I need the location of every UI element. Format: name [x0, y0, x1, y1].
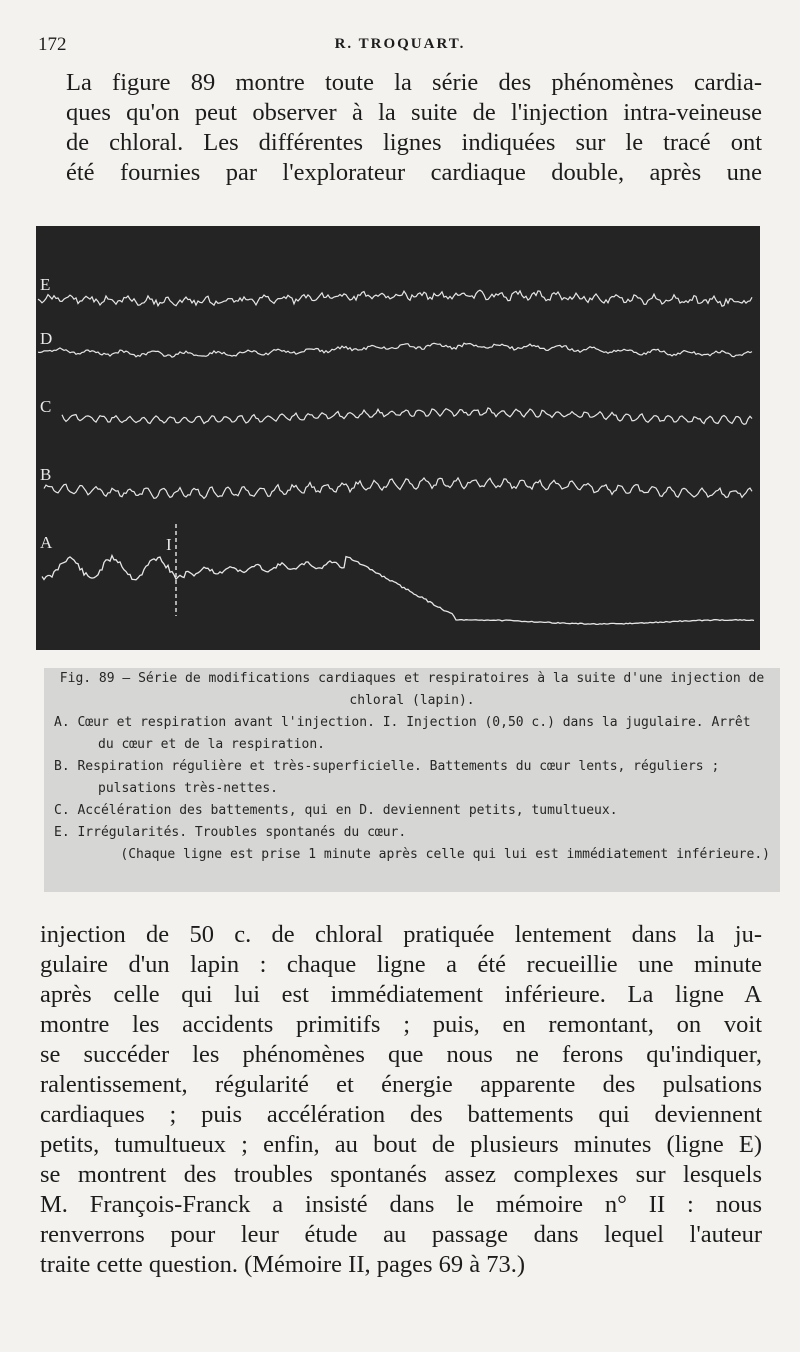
caption-item-b: B. Respiration régulière et très-superficielle. Battements du cœur lents, réguliers ; pulsations très-nettes.	[54, 759, 720, 796]
caption-note: (Chaque ligne est prise 1 minute après celle qui lui est immédiatement inférieure.)	[120, 847, 770, 862]
tracing-plate	[36, 226, 760, 650]
text-line: gulaire d'un lapin : chaque ligne a été recueillie une minute	[40, 951, 762, 978]
text-line: injection de 50 c. de chloral pratiquée lentement dans la ju-	[40, 921, 762, 948]
figure-caption	[44, 668, 780, 892]
trace-line-c	[62, 408, 752, 424]
trace-line-d	[38, 343, 752, 357]
text-line: M. François-Franck a insisté dans le mémoire n° II : nous	[40, 1191, 762, 1218]
trace-line-e	[38, 290, 752, 306]
caption-item-c: C. Accélération des battements, qui en D. deviennent petits, tumultueux.	[54, 803, 618, 818]
caption-item-e: E. Irrégularités. Troubles spontanés du cœur.	[54, 825, 407, 840]
trace-label-b: B	[40, 465, 52, 484]
caption-item-a: A. Cœur et respiration avant l'injection. I. Injection (0,50 c.) dans la jugulaire. Arrêt du cœur et de la respiration.	[54, 715, 751, 752]
text-line: de chloral. Les différentes lignes indiquées sur le tracé ont	[66, 129, 762, 156]
paragraph-body	[40, 920, 762, 1280]
text-line: petits, tumultueux ; enfin, au bout de plusieurs minutes (ligne E)	[40, 1131, 762, 1158]
trace-label-d: D	[40, 329, 53, 348]
figure-89-tracing	[36, 226, 760, 650]
text-line: ques qu'on peut observer à la suite de l'injection intra-veineuse	[66, 99, 762, 126]
text-line: ralentissement, régularité et énergie apparente des pulsations	[40, 1071, 762, 1098]
text-line: été fournies par l'explorateur cardiaque double, après une	[66, 159, 762, 186]
text-line: se succéder les phénomènes que nous ne ferons qu'indiquer,	[40, 1041, 762, 1068]
text-line: renverrons pour leur étude au passage dans lequel l'auteur	[40, 1221, 762, 1248]
injection-marker-label: I	[166, 535, 172, 554]
text-line: La figure 89 montre toute la série des phénomènes cardia-	[66, 69, 762, 96]
running-head: R. TROQUART.	[334, 36, 466, 52]
text-line: traite cette question. (Mémoire II, pages 69 à 73.)	[40, 1251, 526, 1278]
page-number: 172	[38, 34, 67, 55]
trace-label-c: C	[40, 397, 52, 416]
trace-label-a: A	[40, 533, 53, 552]
text-line: cardiaques ; puis accélération des battements qui deviennent	[40, 1101, 762, 1128]
caption-title: Fig. 89 — Série de modifications cardiaques et respiratoires à la suite d'une injection de chloral (lapin).	[59, 671, 765, 708]
trace-line-b	[44, 478, 752, 499]
text-line: montre les accidents primitifs ; puis, en remontant, on voit	[40, 1011, 762, 1038]
trace-line-a	[42, 556, 754, 625]
trace-label-e: E	[40, 275, 51, 294]
text-line: après celle qui lui est immédiatement inférieure. La ligne A	[40, 981, 762, 1008]
paragraph-intro	[40, 68, 762, 188]
text-line: se montrent des troubles spontanés assez complexes sur lesquels	[40, 1161, 762, 1188]
